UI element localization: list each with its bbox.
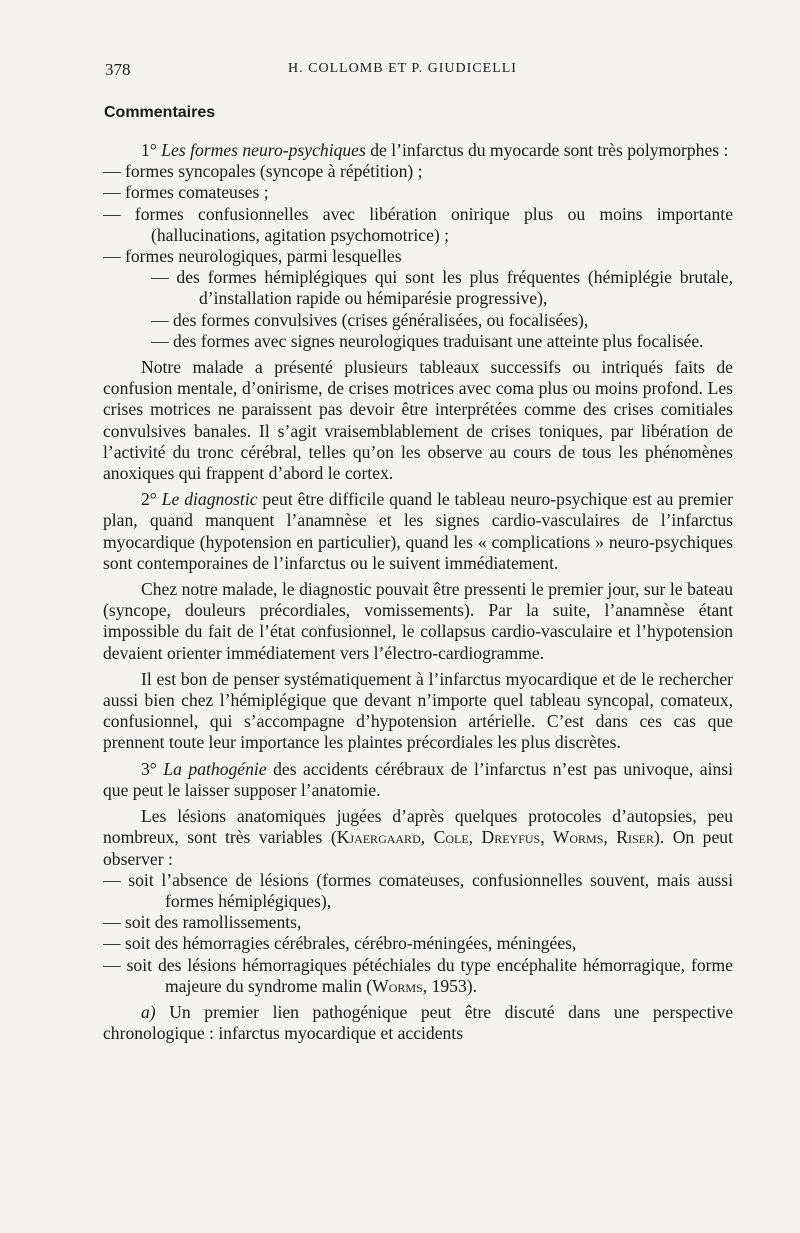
sub-list-item: — des formes convulsives (crises généralisées, ou focalisées), bbox=[151, 309, 589, 330]
point-title: Le diagnostic bbox=[161, 489, 258, 510]
paragraph-case: Notre malade a présenté plusieurs tableaux successifs ou intriqués faits de confusion mentale, d’onirisme, de crises motrices avec coma plus ou moins profond. Les crises motrices ne paraissent pas devoir être interprétées comme des crises comitiales convulsives banales. Il s’agit vraisemblablement de crises toniques, par libération de l’activité du tronc cérébral, telles qu’on les observe au cours de tous les phénomènes anoxiques qui frappent d’abord le cortex. bbox=[103, 357, 733, 484]
page-number: 378 bbox=[105, 60, 131, 79]
body-text bbox=[103, 140, 733, 1044]
author-reference: Worms bbox=[372, 975, 423, 996]
paragraph-lesions: Les lésions anatomiques jugées d’après quelques protocoles d’autopsies, peu nombreux, sont très variables (Kjaergaard, Cole, Dreyfus, Worms, Riser). On peut observer : bbox=[103, 806, 733, 869]
paragraph-forms-intro: 1° Les formes neuro-psychiques de l’infarctus du myocarde sont très polymorphes : bbox=[141, 140, 729, 160]
list-item: — soit l’absence de lésions (formes comateuses, confusionnelles souvent, mais aussi formes hémiplégiques), bbox=[103, 869, 733, 911]
point-number: 1° bbox=[141, 140, 157, 160]
list-item: — soit des hémorragies cérébrales, cérébro-méningées, méningées, bbox=[103, 933, 577, 954]
point-number: 2° bbox=[141, 489, 157, 510]
paragraph-pathogenesis: 3° La pathogénie des accidents cérébraux de l’infarctus n’est pas univoque, ainsi que peut le laisser supposer l’anatomie. bbox=[103, 758, 734, 800]
section-heading: Commentaires bbox=[104, 104, 216, 121]
list-item: — soit des lésions hémorragiques pétéchiales du type encéphalite hémorragique, forme majeure du syndrome malin (Worms, 1953). bbox=[103, 954, 733, 996]
list-item: — formes confusionnelles avec libération onirique plus ou moins importante (hallucinations, agitation psychomotrice) ; bbox=[103, 203, 733, 245]
point-title: La pathogénie bbox=[163, 758, 267, 779]
sub-list-item: — des formes hémiplégiques qui sont les plus fréquentes (hémiplégie brutale, d’installation rapide ou hémiparésie progressive), bbox=[151, 267, 733, 309]
point-number: 3° bbox=[141, 758, 157, 779]
running-title: H. COLLOMB ET P. GIUDICELLI bbox=[288, 61, 517, 76]
paragraph-recommendation: Il est bon de penser systématiquement à l’infarctus myocardique et de le rechercher aussi bien chez l’hémiplégique que devant n’importe quel tableau syncopal, comateux, confusionnel, qui s’accompagne d’hypotension artérielle. C’est dans ces cas que prennent toute leur importance les plaintes précordiales les plus discrètes. bbox=[103, 668, 733, 753]
list-item: — formes neurologiques, parmi lesquelles bbox=[103, 246, 402, 267]
point-title: Les formes neuro-psychiques bbox=[161, 140, 366, 160]
page-header bbox=[105, 60, 700, 84]
list-item: — formes comateuses ; bbox=[103, 182, 269, 203]
sub-list-item: — des formes avec signes neurologiques traduisant une atteinte plus focalisée. bbox=[151, 330, 704, 351]
paragraph-diagnosis: 2° Le diagnostic peut être difficile quand le tableau neuro-psychique est au premier plan, quand manquent l’anamnèse et les signes cardio-vasculaires de l’infarctus myocardique (hypotension en particulier), quand les « complications » neuro-psychiques sont contemporaines de l’infarctus ou le suivent immédiatement. bbox=[103, 489, 734, 573]
author-references: Kjaergaard, Cole, Dreyfus, Worms, Riser bbox=[336, 827, 654, 848]
paragraph-diagnosis-case: Chez notre malade, le diagnostic pouvait être pressenti le premier jour, sur le bateau (syncope, douleurs précordiales, vomissements). Par la suite, l’anamnèse étant impossible du fait de l’état confusionnel, le collapsus cardio-vasculaire et l’hypotension devaient orienter immédiatement vers l’électro-cardiogramme. bbox=[103, 579, 733, 663]
paragraph-chronology: a) Un premier lien pathogénique peut être discuté dans une perspective chronologique : infarctus myocardique et accidents bbox=[103, 1001, 733, 1044]
sub-point-label: a) bbox=[141, 1001, 156, 1022]
list-item: — formes syncopales (syncope à répétition) ; bbox=[103, 161, 423, 182]
list-item: — soit des ramollissements, bbox=[103, 912, 302, 933]
